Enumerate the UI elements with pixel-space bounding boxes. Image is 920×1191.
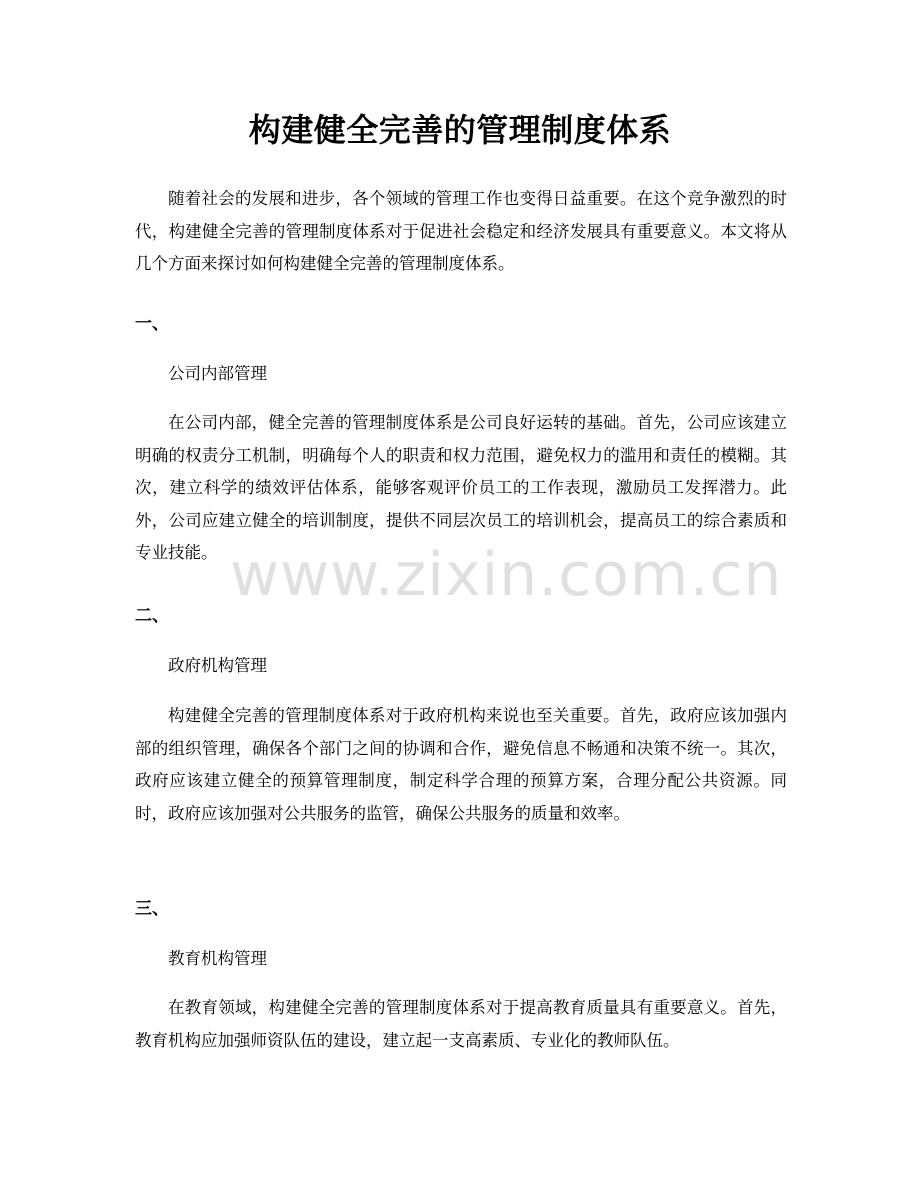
watermark: www.zixin.com.cn — [230, 540, 783, 610]
section-subtitle-2: 政府机构管理 — [168, 656, 267, 675]
document-title: 构建健全完善的管理制度体系 — [248, 111, 672, 149]
section-body-2: 构建健全完善的管理制度体系对于政府机构来说也至关重要。首先，政府应该加强内部的组织管理，确保各个部门之间的协调和合作，避免信息不畅通和决策不统一。其次，政府应该建立健全的预算管理制度，制定科学合理的预算方案，合理分配公共资源。同时，政府应该加强对公共服务的监管，确保公共服务的质量和效率。 — [135, 706, 787, 823]
intro-paragraph: 随着社会的发展和进步，各个领域的管理工作也变得日益重要。在这个竞争激烈的时代，构建健全完善的管理制度体系对于促进社会稳定和经济发展具有重要意义。本文将从几个方面来探讨如何构建健全完善的管理制度体系。 — [135, 189, 787, 273]
section-number-1: 一、 — [135, 314, 169, 334]
section-subtitle-1: 公司内部管理 — [168, 364, 267, 383]
section-subtitle-3: 教育机构管理 — [168, 949, 267, 968]
section-number-2: 二、 — [135, 606, 169, 626]
section-body-1: 在公司内部，健全完善的管理制度体系是公司良好运转的基础。首先，公司应该建立明确的权责分工机制，明确每个人的职责和权力范围，避免权力的滥用和责任的模糊。其次，建立科学的绩效评估体系，能够客观评价员工的工作表现，激励员工发挥潜力。此外，公司应建立健全的培训制度，提供不同层次员工的培训机会，提高员工的综合素质和专业技能。 — [135, 413, 787, 562]
section-body-3: 在教育领域，构建健全完善的管理制度体系对于提高教育质量具有重要意义。首先，教育机构应加强师资队伍的建设，建立起一支高素质、专业化的教师队伍。 — [135, 998, 787, 1050]
section-number-3: 三、 — [135, 899, 169, 919]
